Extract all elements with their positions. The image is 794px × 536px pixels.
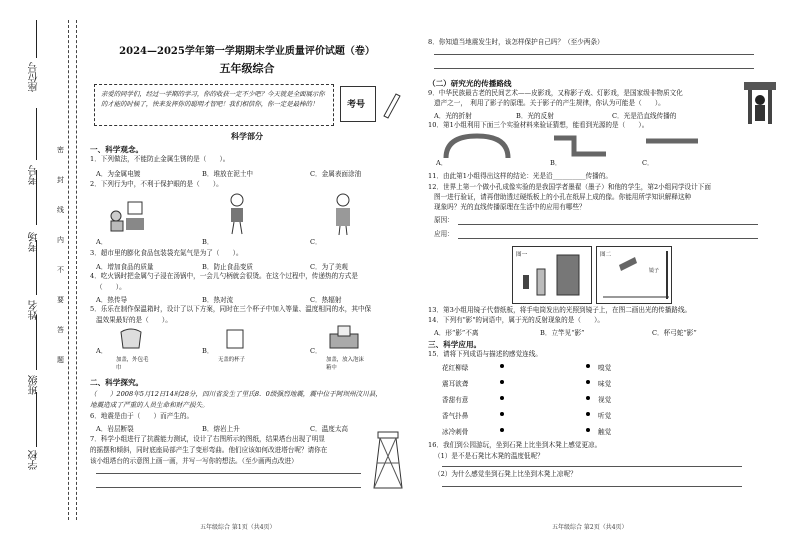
exam-subtitle: 五年级综合 — [219, 62, 275, 75]
bent-tube-material — [550, 132, 610, 160]
question-15: 15．请将下列成语与描述的感觉连线。 — [428, 350, 542, 358]
match-dot-left[interactable] — [500, 364, 504, 368]
exam-no-label: 考号 — [29, 165, 40, 185]
mirror-label: 镜子 — [649, 268, 660, 274]
question-16-part1: （1）是不是石凳比木凳的温度低呢？ — [434, 452, 544, 460]
seal-char: 密 — [57, 146, 64, 154]
tower-diagram — [368, 430, 408, 492]
page-footer: 五年级综合 第1页（共4页） — [200, 524, 276, 531]
exam-room-label: 考场 — [29, 232, 40, 252]
match-dot-left[interactable] — [500, 412, 504, 416]
question-2: 2．下列行为中，不利于保护眼的是（ ）。 — [90, 180, 223, 188]
question-6: 6．地震是由于（ ）而产生的。 — [90, 412, 194, 420]
question-9-line2: 遗产之一， 利用了影子的原理。关于影子的产生规律，你认为可能是（ ）。 — [434, 99, 665, 107]
figure-1-label: 图一 — [516, 252, 528, 258]
answer-line — [458, 224, 758, 225]
exam-no-line — [36, 108, 37, 160]
seal-char: 答 — [57, 326, 64, 334]
match-dot-right[interactable] — [586, 396, 590, 400]
pencil-icon — [380, 90, 402, 120]
q5-caption-c: 加盖，放入泡沫箱中 — [326, 357, 364, 371]
question-12-line1: 12．世界上第一个做小孔成像实验的是我国学者墨翟（墨子）和他的学生，第2小组同学设计下面 — [428, 183, 711, 191]
sense-item: 味觉 — [598, 380, 612, 388]
school-line — [36, 392, 37, 447]
question-7-line3: 该小组塔台的示意图上画一画，并写一写你的想法。（至少画两点改进） — [90, 457, 298, 465]
question-14: 14．下列有"影"的词语中，属于光的反射现象的是（ ）。 — [428, 316, 604, 324]
flashlight-mirror-illustration — [597, 247, 671, 303]
q2-option-c: C． — [310, 238, 322, 246]
q14-option-c: C．杯弓蛇“影” — [652, 329, 697, 337]
answer-line — [458, 238, 758, 239]
sense-item: 听觉 — [598, 412, 612, 420]
q3-option-c: C．为了美观 — [310, 263, 349, 271]
section-2-heading: 二、科学探究。 — [90, 378, 144, 387]
straight-tube-material — [642, 135, 702, 147]
seal-char: 内 — [57, 236, 64, 244]
page-footer: 五年级综合 第2页（共4页） — [552, 524, 628, 531]
figure-2-label: 图二 — [600, 252, 612, 258]
left-page — [82, 0, 412, 536]
greeting-text: 亲爱的同学们，经过一学期的学习，你的收获一定不少吧？今天就是全面展示你的才能的时候了，快来发挥你的聪明才智吧！我们相信你，你一定是最棒的！ — [101, 90, 325, 108]
exam-title: 2024—2025学年第一学期期末学业质量评价试题（卷） — [119, 46, 375, 57]
name-label: 姓名 — [29, 300, 40, 320]
pinhole-setup-illustration — [513, 247, 591, 303]
q9-option-b: B．光的反射 — [516, 112, 554, 120]
q6-option-c: C．温度太高 — [310, 425, 349, 433]
right-page — [420, 0, 790, 536]
question-10: 10．第1小组利用下面三个实验材料来验证猜想，能看到光源的是（ ）。 — [428, 121, 649, 129]
seal-char: 题 — [57, 356, 64, 364]
answer-line — [96, 473, 361, 474]
question-3: 3．超市里的膨化食品包装袋充氮气是为了（ ）。 — [90, 249, 243, 257]
q1-option-c: C．金属表面涂油 — [310, 170, 362, 178]
q5-caption-a: 加盖，外包毛巾 — [116, 357, 149, 371]
question-9-line1: 9．中华民族最古老的民间艺术——皮影戏，又称影子戏、灯影戏，是国家级非物质文化 — [428, 89, 683, 97]
figure-1-box — [512, 246, 592, 304]
idiom-item: 花红柳绿 — [442, 364, 469, 372]
q6-option-a: A．岩层断裂 — [96, 425, 134, 433]
answer-line — [434, 68, 754, 69]
sense-item: 视觉 — [598, 396, 612, 404]
q6-intro-line2: 地震造成了严重的人员生命和财产损失。 — [90, 401, 209, 409]
q4-option-b: B．热对流 — [202, 296, 234, 304]
q3-option-b: B．防止食品变质 — [202, 263, 254, 271]
q2-option-b: B． — [202, 238, 214, 246]
q6-option-b: B．熔岩上升 — [202, 425, 240, 433]
section-b-heading: （二）研究光的传播路线 — [428, 79, 512, 88]
score-stamp-box — [340, 86, 376, 122]
answer-line — [96, 487, 361, 488]
sense-item: 触觉 — [598, 428, 612, 436]
match-dot-left[interactable] — [500, 396, 504, 400]
q14-option-b: B．立竿见“影” — [540, 329, 585, 337]
question-5: 5．乐乐在制作保温箱时，设计了以下方案，同时在三个杯子中加入等量、温度相同的水，其中保 — [90, 305, 372, 313]
foam-box-cup-illustration — [328, 324, 360, 350]
seat-no-line — [36, 20, 37, 58]
q10-option-b: B． — [550, 159, 562, 167]
q10-option-c: C． — [642, 159, 654, 167]
question-13: 13．第3小组用镜子代替纸板，将手电筒发出的光照到镜子上，在图二画出光的传播路线。 — [428, 306, 692, 314]
answer-line — [434, 54, 754, 55]
q3-option-a: A．增加食品的质量 — [96, 263, 154, 271]
school-label: 学校 — [29, 450, 40, 470]
seal-char: 不 — [57, 266, 64, 274]
part-title: 科学部分 — [231, 131, 263, 141]
q14-option-a: A．形“影”不离 — [434, 329, 479, 337]
match-dot-left[interactable] — [500, 380, 504, 384]
figure-2-box — [596, 246, 672, 304]
seat-no-label: 座位号 — [29, 62, 40, 92]
q4-option-c: C．热辐射 — [310, 296, 342, 304]
q5-option-b: B． — [202, 347, 214, 355]
question-11: 11．由此第1小组得出这样的结论：光是沿__________传播的。 — [428, 172, 613, 180]
q4-option-a: A．热传导 — [96, 296, 128, 304]
q9-option-c: C．光是沿直线传播的 — [612, 112, 677, 120]
reason-label: 原因： — [434, 216, 454, 224]
curved-tube-material — [442, 132, 512, 160]
question-5-line2: 温效果最好的是（ ）。 — [96, 316, 172, 324]
question-7-line1: 7．科学小组进行了抗震能力测试，设计了右图所示的图纸，结果塔台出现了明显 — [90, 435, 325, 443]
class-label: 班级 — [29, 375, 40, 395]
idiom-item: 震耳欲聋 — [442, 380, 469, 388]
application-label: 应用： — [434, 230, 454, 238]
score-stamp-label: 考号 — [347, 100, 366, 110]
tv-watching-illustration — [108, 198, 148, 234]
q1-option-a: A．为金属电镀 — [96, 170, 141, 178]
class-line — [36, 315, 37, 370]
sense-item: 嗅觉 — [598, 364, 612, 372]
child-eye-exercise-illustration — [328, 192, 358, 236]
q10-option-a: A． — [436, 159, 448, 167]
match-dot-right[interactable] — [586, 364, 590, 368]
match-dot-right[interactable] — [586, 380, 590, 384]
match-dot-left[interactable] — [500, 428, 504, 432]
greeting-box — [94, 84, 334, 126]
q2-option-a: A． — [96, 238, 108, 246]
q5-option-c: C． — [310, 347, 322, 355]
seal-char: 要 — [57, 296, 64, 304]
q1-option-b: B．堆放在泥土中 — [202, 170, 254, 178]
q9-option-a: A．光的折射 — [434, 112, 472, 120]
open-cup-illustration — [222, 326, 248, 350]
section-3-heading: 三、科学应用。 — [428, 340, 482, 349]
seal-line-outer — [68, 20, 69, 520]
binding-strip — [0, 0, 82, 536]
answer-line — [442, 466, 742, 467]
question-4: 4．吃火锅时把金属勺子浸在汤锅中，一会儿勺柄就会很烫。在这个过程中，传递热的方式是 — [90, 272, 358, 280]
section-1-heading: 一、科学观念。 — [90, 145, 144, 154]
question-8: 8．你知道当地震发生时，该怎样保护自己吗？（至少两条） — [428, 38, 604, 46]
question-1: 1．下列做法，不能防止金属生锈的是（ ）。 — [90, 155, 230, 163]
q5-caption-b: 无盖的杯子 — [218, 357, 245, 363]
q5-option-a: A． — [96, 347, 108, 355]
q6-intro-line1: （ ）2008年5月12日14时28分，四川省发生了里氏8．0级强烈地震，震中位于阿坝州汶川县， — [90, 390, 382, 398]
question-4-blank: （ ）。 — [96, 283, 126, 291]
question-16-part2: （2）为什么感觉坐到石凳上比坐到木凳上凉呢？ — [434, 470, 577, 478]
covered-cup-towel-illustration — [116, 326, 146, 350]
answer-line — [442, 486, 742, 487]
match-dot-right[interactable] — [586, 428, 590, 432]
seal-line-inner — [76, 20, 77, 520]
child-reading-illustration — [222, 192, 252, 236]
idiom-item: 冰冷刺骨 — [442, 428, 469, 436]
question-16: 16．我们到公园游玩，坐到石凳上比坐到木凳上感觉更凉。 — [428, 441, 602, 449]
seal-char: 封 — [57, 176, 64, 184]
match-dot-right[interactable] — [586, 412, 590, 416]
idiom-item: 香气扑鼻 — [442, 412, 469, 420]
question-12-line3: 现象吗？光的直线传播原理在生活中的应用有哪些？ — [434, 203, 586, 211]
idiom-item: 香甜有意 — [442, 396, 469, 404]
seal-char: 线 — [57, 206, 64, 214]
shadow-puppet-illustration — [738, 80, 782, 126]
question-7-line2: 的摇摆和倾斜，同时底座局部产生了变形弯曲。他们应该如何改进塔台呢？请你在 — [90, 446, 328, 454]
question-12-line2: 图一进行验证，请再借助透过硬纸板上的小孔在纸屏上成的像。你能用所学知识解释这种 — [434, 193, 692, 201]
